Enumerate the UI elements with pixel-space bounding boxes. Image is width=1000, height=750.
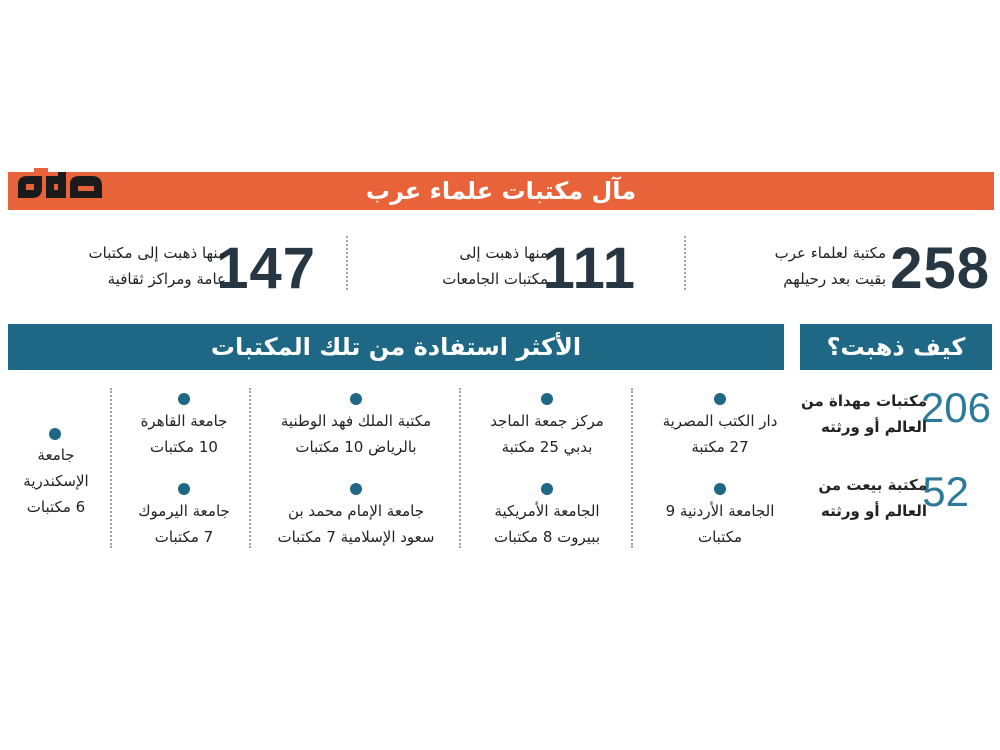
newspaper-logo [12, 164, 108, 208]
stat-number: 147 [216, 236, 316, 301]
how-gone-label: مكتبة بيعت من العالم أو ورثته [818, 476, 927, 520]
how-gone-label: مكتبات مهداة من العالم أو ورثته [800, 392, 927, 436]
divider [346, 236, 348, 290]
beneficiary-item: مكتبة الملك فهد الوطنية بالرياض 10 مكتبات [280, 412, 432, 456]
bullet-dot [714, 483, 726, 495]
stat-label: منها ذهبت إلى مكتبات الجامعات [442, 244, 548, 288]
beneficiary-item: دار الكتب المصرية 27 مكتبة [662, 412, 778, 456]
bullet-dot [541, 483, 553, 495]
bullet-dot [49, 428, 61, 440]
how-gone-item [800, 386, 995, 446]
bullet-dot [178, 483, 190, 495]
bullet-dot [350, 393, 362, 405]
divider [459, 388, 461, 548]
divider [631, 388, 633, 548]
page-title: مآل مكتبات علماء عرب [365, 177, 637, 205]
stat-2 [400, 234, 640, 304]
title-bar [8, 172, 994, 210]
beneficiary-item: الجامعة الأمريكية ببيروت 8 مكتبات [493, 502, 601, 546]
stat-number: 111 [542, 236, 636, 301]
beneficiaries-heading: الأكثر استفادة من تلك المكتبات [8, 324, 784, 370]
bullet-dot [714, 393, 726, 405]
how-gone-number: 206 [920, 384, 991, 431]
stat-label: مكتبة لعلماء عرب بقيت بعد رحيلهم [774, 244, 886, 288]
how-gone-number: 52 [922, 468, 969, 515]
beneficiary-item: مركز جمعة الماجد بدبي 25 مكتبة [490, 412, 604, 456]
bullet-dot [541, 393, 553, 405]
bullet-dot [350, 483, 362, 495]
beneficiary-item: جامعة القاهرة 10 مكتبات [140, 412, 228, 456]
how-gone-item [800, 470, 995, 530]
how-gone-heading: كيف ذهبت؟ [800, 324, 992, 370]
stat-label: منها ذهبت إلى مكتبات عامة ومراكز ثقافية [88, 244, 226, 288]
stat-3 [40, 234, 322, 304]
beneficiary-item: الجامعة الأردنية 9 مكتبات [665, 502, 775, 546]
bullet-dot [178, 393, 190, 405]
stat-1 [735, 234, 990, 304]
beneficiary-item: جامعة اليرموك 7 مكتبات [138, 502, 230, 546]
beneficiary-item: جامعة الإمام محمد بن سعود الإسلامية 7 مكتبات [277, 502, 435, 546]
beneficiary-item: جامعة الإسكندرية 6 مكتبات [23, 446, 89, 516]
divider [110, 388, 112, 548]
divider [684, 236, 686, 290]
stat-number: 258 [890, 236, 990, 301]
